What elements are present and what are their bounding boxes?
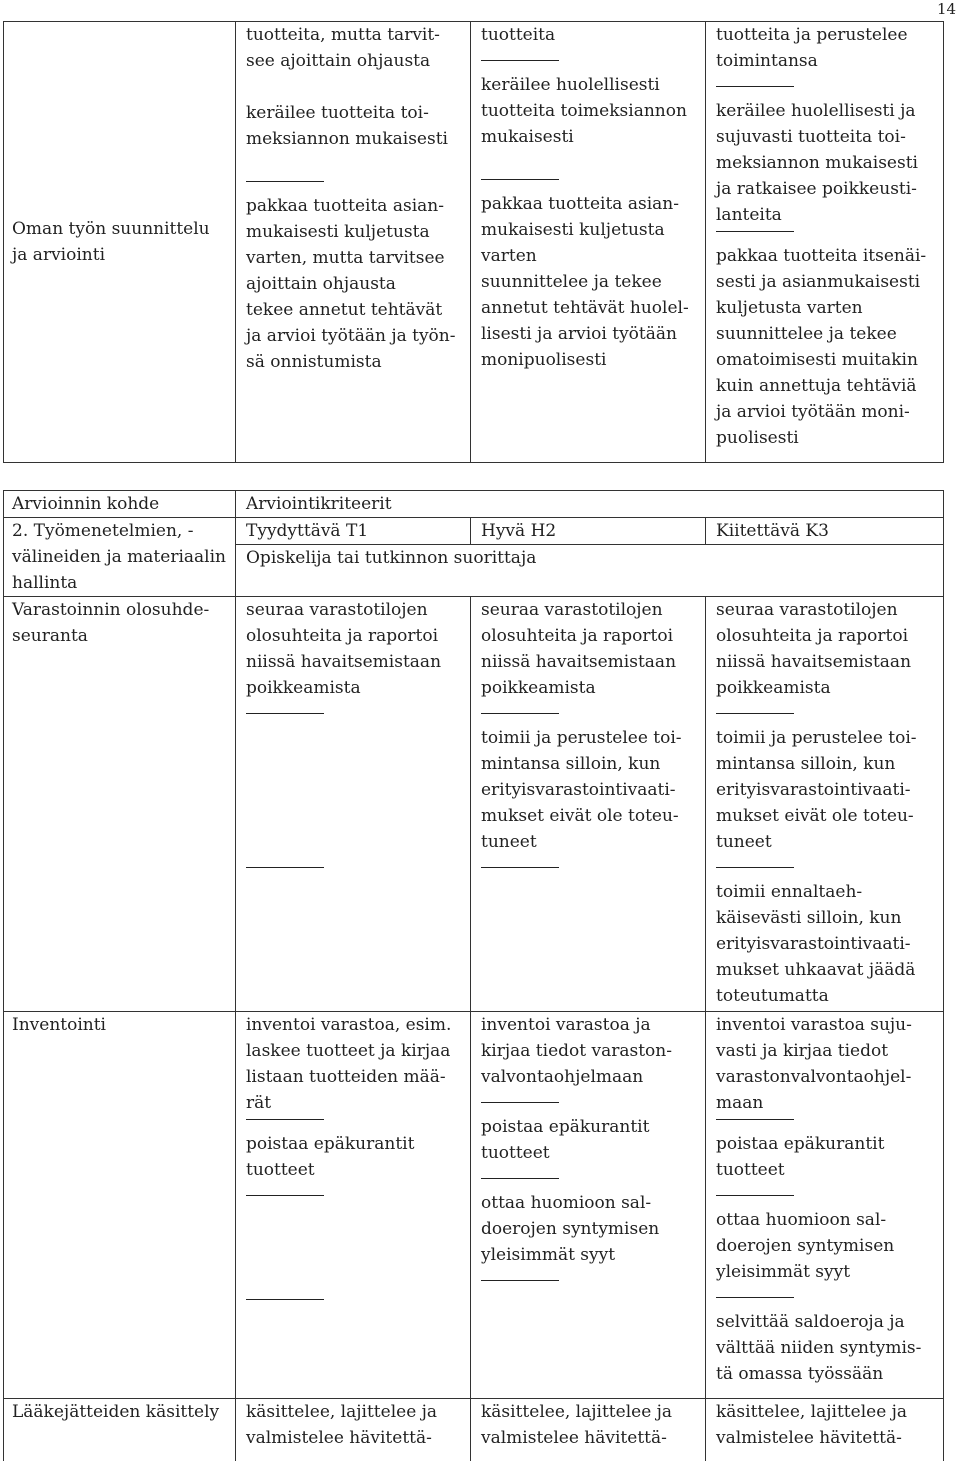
criteria-text: suunnittelee ja tekee omatoimisesti muitakin kuin annettuja tehtäviä ja arvioi työtään moni- puolisesti xyxy=(716,324,918,448)
header-kohde-text: Arvioinnin kohde xyxy=(12,494,160,514)
header-kriteerit xyxy=(236,491,944,518)
criteria-text: inventoi varastoa suju- vasti ja kirjaa tiedot varastonvalvontaohjel- maan xyxy=(716,1015,912,1113)
grade-h2-header xyxy=(471,518,706,545)
separator-line xyxy=(481,60,559,61)
criteria-text: ottaa huomioon sal- doerojen syntymisen yleisimmät syyt xyxy=(716,1210,895,1282)
grade-k3-header xyxy=(706,518,944,545)
separator-line xyxy=(481,1178,559,1179)
section-label-text: 2. Työmenetelmien, - välineiden ja materiaalin hallinta xyxy=(12,521,226,593)
subject-text: Opiskelija tai tutkinnon suorittaja xyxy=(246,548,537,568)
separator-line xyxy=(481,179,559,180)
header-kriteerit-text: Arviointikriteerit xyxy=(246,494,392,514)
separator-line xyxy=(481,867,559,868)
criteria-text: käsittelee, lajittelee ja valmistelee hävitettä- xyxy=(716,1402,908,1448)
separator-line xyxy=(481,1102,559,1103)
criteria-text: tekee annetut tehtävät ja arvioi työtään ja työn- sä onnistumista xyxy=(246,300,456,372)
criteria-text: tuotteita, mutta tarvit- see ajoittain ohjausta xyxy=(246,25,440,71)
criteria-table-methods xyxy=(3,490,944,1461)
criteria-text: tuotteita xyxy=(481,25,556,45)
row-label-pharma-waste xyxy=(4,1399,236,1461)
separator-line xyxy=(716,231,794,232)
row-label-storage-conditions xyxy=(4,597,236,1012)
criteria-text: seuraa varastotilojen olosuhteita ja raportoi niissä havaitsemistaan poikkeamista xyxy=(716,600,912,698)
row-label-text: Varastoinnin olosuhde- seuranta xyxy=(12,600,210,646)
row-label-text: Lääkejätteiden käsittely xyxy=(12,1402,220,1422)
separator-line xyxy=(716,1119,794,1120)
separator-line xyxy=(716,1297,794,1298)
separator-line xyxy=(246,1299,324,1300)
criteria-text: seuraa varastotilojen olosuhteita ja raportoi niissä havaitsemistaan poikkeamista xyxy=(246,600,442,698)
criteria-text: käsittelee, lajittelee ja valmistelee hävitettä- xyxy=(246,1402,438,1448)
separator-line xyxy=(246,1195,324,1196)
page-number: 14 xyxy=(937,0,957,18)
criteria-text: suunnittelee ja tekee annetut tehtävät huolel- lisesti ja arvioi työtään monipuolisesti xyxy=(481,272,689,370)
separator-line xyxy=(246,181,324,182)
separator-line xyxy=(481,1280,559,1281)
separator-line xyxy=(716,713,794,714)
row-label-text: Oman työn suunnittelu ja arviointi xyxy=(12,219,210,265)
criteria-text: keräilee huolellisesti ja sujuvasti tuotteita toi- meksiannon mukaisesti ja ratkaisee poikkeusti- lanteita xyxy=(716,101,918,225)
criteria-text: ottaa huomioon sal- doerojen syntymisen yleisimmät syyt xyxy=(481,1193,660,1265)
inventory-t1-cell xyxy=(236,1012,471,1399)
subject-row xyxy=(236,545,944,597)
row-label-inventory xyxy=(4,1012,236,1399)
separator-line xyxy=(716,86,794,87)
criteria-text: poistaa epäkurantit tuotteet xyxy=(716,1134,885,1180)
grade-t1-header xyxy=(236,518,471,545)
criteria-text: toimii ja perustelee toi- mintansa silloin, kun erityisvarastointivaati- mukset eivät ole toteu- tuneet xyxy=(481,728,682,852)
criteria-text: pakkaa tuotteita asian- mukaisesti kuljetusta varten xyxy=(481,194,679,266)
storage-t1-cell xyxy=(236,597,471,1012)
grade-h2-text: Hyvä H2 xyxy=(481,521,557,541)
separator-line xyxy=(246,1119,324,1120)
separator-line xyxy=(716,867,794,868)
criteria-text: inventoi varastoa ja kirjaa tiedot varaston- valvontaohjelmaan xyxy=(481,1015,672,1087)
criteria-text: toimii ennaltaeh- käisevästi silloin, kun erityisvarastointivaati- mukset uhkaavat jäädä toteutumatta xyxy=(716,882,916,1006)
header-kohde xyxy=(4,491,236,518)
separator-line xyxy=(246,713,324,714)
criteria-text: tuotteita ja perustelee toimintansa xyxy=(716,25,908,71)
criteria-table-continued xyxy=(3,21,944,463)
row-label-planning xyxy=(4,22,236,463)
pharma-t1-cell xyxy=(236,1399,471,1461)
storage-k3-cell xyxy=(706,597,944,1012)
separator-line xyxy=(246,867,324,868)
criteria-text: keräilee huolellisesti tuotteita toimeksiannon mukaisesti xyxy=(481,75,687,147)
section-label xyxy=(4,518,236,597)
criteria-text: selvittää saldoeroja ja välttää niiden syntymis- tä omassa työssään xyxy=(716,1312,922,1384)
row-label-text: Inventointi xyxy=(12,1015,106,1035)
inventory-k3-cell xyxy=(706,1012,944,1399)
criteria-text: toimii ja perustelee toi- mintansa silloin, kun erityisvarastointivaati- mukset eivät ole toteu- tuneet xyxy=(716,728,917,852)
criteria-text: pakkaa tuotteita asian- mukaisesti kuljetusta varten, mutta tarvitsee ajoittain ohjausta xyxy=(246,196,445,294)
criteria-text: käsittelee, lajittelee ja valmistelee hävitettä- xyxy=(481,1402,673,1448)
pharma-h2-cell xyxy=(471,1399,706,1461)
criteria-cell-h2 xyxy=(471,22,706,463)
separator-line xyxy=(481,713,559,714)
grade-k3-text: Kiitettävä K3 xyxy=(716,521,829,541)
pharma-k3-cell xyxy=(706,1399,944,1461)
criteria-cell-t1 xyxy=(236,22,471,463)
criteria-text: keräilee tuotteita toi- meksiannon mukaisesti xyxy=(246,103,448,149)
criteria-cell-k3 xyxy=(706,22,944,463)
inventory-h2-cell xyxy=(471,1012,706,1399)
storage-h2-cell xyxy=(471,597,706,1012)
criteria-text: poistaa epäkurantit tuotteet xyxy=(246,1134,415,1180)
criteria-text: poistaa epäkurantit tuotteet xyxy=(481,1117,650,1163)
separator-line xyxy=(716,1195,794,1196)
criteria-text: pakkaa tuotteita itsenäi- sesti ja asianmukaisesti kuljetusta varten xyxy=(716,246,927,318)
criteria-text: inventoi varastoa, esim. laskee tuotteet ja kirjaa listaan tuotteiden mää- rät xyxy=(246,1015,452,1113)
criteria-text: seuraa varastotilojen olosuhteita ja raportoi niissä havaitsemistaan poikkeamista xyxy=(481,600,677,698)
grade-t1-text: Tyydyttävä T1 xyxy=(246,521,369,541)
